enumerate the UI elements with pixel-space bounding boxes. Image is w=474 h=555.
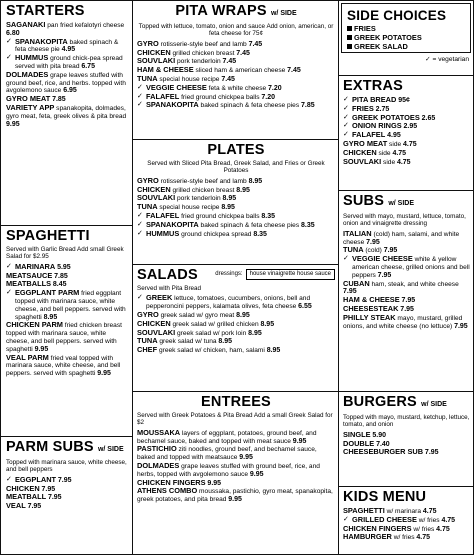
item-name: HUMMUS [146,228,180,238]
item-price: 8.45 [52,281,67,289]
section-description: Topped with marinara sauce, white cheese, and bell peppers [6,459,127,474]
vegetarian-check-icon: ✓ [6,36,12,45]
item-name: SPANAKOPITA [15,36,68,46]
item-price: 7.95 [47,494,62,502]
item-name: CHICKEN FINGERS [137,477,206,487]
item-name: GYRO [137,38,159,48]
item-name: GYRO MEAT [6,94,51,104]
vegetarian-check-icon: ✓ [6,53,12,62]
item-description: grilled chicken breast [170,186,237,194]
item-price: 7.40 [376,440,390,448]
item-price: 7.95 [401,297,416,305]
item-name: HAM & CHEESE [343,295,400,305]
vegetarian-check-icon: ✓ [343,254,349,263]
item-name: GYRO [137,175,159,185]
section-kids-menu [338,486,474,554]
item-name: SOUVLAKI [137,56,176,66]
item-price: 8.95 [222,195,237,203]
item-description: special house recipe [157,204,222,212]
item-description: rotisserie-style beef and lamb [158,40,249,48]
item-price: 7.45 [221,76,235,83]
item-price: 7.45 [236,49,250,57]
item-name: SOUVLAKI [137,193,176,203]
section-title: SIDE CHOICES [347,8,447,23]
section-description: Topped with lettuce, tomato, onion and sauce Add onion, american, or feta cheese for 75¢ [138,23,334,38]
item-name: CHICKEN [343,147,377,157]
section-description: Served with Garlic Bread Add small Greek Salad for $2.95 [6,246,124,261]
item-price: 8.95 [221,204,235,212]
item-list [137,429,335,504]
item-name: PHILLY STEAK [343,312,396,322]
menu-item [6,21,129,38]
item-name: GYRO MEAT [343,138,388,148]
item-price: 7.85 [300,102,315,110]
item-price: 7.95 [424,449,439,457]
item-description: lettuce, tomatoes, cucumbers, onions, bell and pepperoncini peppers, kalamata olives, feta cheese [146,295,311,311]
item-list [343,230,472,331]
item-price: 7.95 [41,485,56,493]
item-name: TUNA [137,336,158,346]
menu-item [343,158,472,167]
item-name: FALAFEL [352,130,386,140]
bullet-square-icon [347,35,352,40]
item-price: 5.95 [57,263,71,271]
section-subs [338,190,474,391]
section-starters [1,1,132,225]
item-price: 4.75 [392,149,407,157]
item-name: CHICKEN PARM [6,320,63,330]
item-price: 7.95 [343,288,357,296]
item-price: 2.75 [375,105,390,113]
item-name: CUBAN [343,278,370,288]
menu-item [137,346,335,355]
item-name: ATHENS COMBO [137,486,198,496]
side-choice-label: GREEK SALAD [354,41,408,51]
item-name: HAM & CHEESE [137,65,194,75]
bullet-square-icon [347,44,352,49]
section-side-choices [338,1,474,75]
item-description: rotisserie-style beef and lamb [158,177,249,185]
item-description: (cold) ham, salami, and white cheese [343,230,460,246]
item-price: 8.95 [266,347,281,355]
item-price: 4.75 [402,140,417,148]
section-title: SPAGHETTI [6,228,90,244]
item-description: feta & white cheese [206,84,269,92]
item-name: SAGANAKI [6,20,46,29]
item-price: 8.95 [218,338,233,346]
item-name: ITALIAN [343,228,372,238]
item-name: DOUBLE [343,438,375,448]
item-price: 7.85 [52,96,66,104]
vegetarian-check-icon: ✓ [137,100,143,109]
item-name: TUNA [343,245,364,255]
vegetarian-check-icon: ✓ [137,91,143,100]
item-name: CHEESESTEAK [343,303,399,313]
item-description: greek salad w/ tuna [157,338,219,346]
item-description: sliced ham & american cheese [193,67,288,75]
item-description: fried ground chickpea balls [179,93,262,101]
item-name: SPAGHETTI [343,506,385,515]
item-list [6,263,129,378]
section-title: PARM SUBS w/ SIDE [6,439,124,455]
section-title: SUBS w/ SIDE [343,193,415,209]
menu-item [137,101,335,110]
item-description: fried veal topped with marinara sauce, white cheese, and bell peppers. served with spaghetti [6,354,121,378]
section-title: BURGERS w/ SIDE [343,394,447,410]
side-choice-item [347,43,465,52]
vegetarian-check-icon: ✓ [343,103,349,112]
menu-item [6,54,129,71]
menu-item [6,354,129,378]
item-name: GYRO [137,310,159,319]
item-description: side [387,140,403,148]
section-burgers [338,391,474,486]
item-name: EGGPLANT PARM [15,288,80,298]
item-name: VEGGIE CHEESE [352,254,413,264]
side-choices-box [341,3,471,53]
item-name: FALAFEL [146,211,180,220]
item-price: 8.35 [300,221,315,229]
item-name: MEATBALL [6,492,47,502]
item-price: 9.95 [228,496,242,504]
menu-item [6,38,129,55]
item-description: layers of eggplant, potatoes, ground beef, and bechamel sauce, baked and topped with meat sauce [137,429,317,445]
item-name: GREEK POTATOES [352,112,420,122]
section-description: Served with Pita Bread [137,285,202,292]
item-price: 2.95 [403,123,418,131]
item-description: ground chickpea spread [179,230,254,238]
section-description: Served with mayo, mustard, lettuce, tomato, onion and vinaigrette dressing [343,213,466,228]
item-name: HUMMUS [15,53,49,63]
menu-item [343,314,472,331]
item-price: 7.95 [383,247,398,255]
item-price: 7.95 [57,476,72,484]
side-choice-label: GREEK POTATOES [354,32,422,42]
item-price: 7.20 [268,84,282,92]
item-description: ham, steak, and white cheese [369,280,459,288]
item-price: 6.95 [63,87,77,95]
bullet-square-icon [347,26,352,31]
item-description: fried ground chickpea balls [179,213,262,220]
item-name: GREEK [146,293,173,303]
dressings-label: dressings: [215,271,243,278]
vegetarian-check-icon: ✓ [343,112,349,121]
item-description: ziti noodles, ground beef, and bechamel sauce, baked and topped with meatsauce [137,446,317,462]
vegetarian-check-icon: ✓ [6,474,12,483]
item-price: 8.95 [260,320,275,328]
item-description: moussaka, pastichio, gyro meat, spanakopita, greek potatoes, and pita bread [137,488,333,504]
item-name: VARIETY APP [6,102,55,112]
item-description: greek salad w/ grilled chicken [170,320,261,328]
item-description: special house recipe [157,76,222,83]
item-description: (cold) [363,247,384,255]
item-list [137,177,335,239]
menu-item [6,71,129,95]
item-description: grape leaves stuffed with ground beef, rice, and herbs, topped with avgolemono sauce [137,463,320,478]
item-price: 4.75 [436,525,450,533]
item-name: HAMBURGER [343,532,392,542]
menu-item [343,280,472,297]
menu-item [6,104,129,128]
item-price: 9.95 [239,454,253,462]
item-price: 8.95 [43,313,58,321]
item-name: ONION RINGS [352,121,402,131]
item-name: PASTICHIO [137,444,177,454]
item-name: CHICKEN FINGERS [343,523,412,533]
vegetarian-check-icon: ✓ [137,228,143,237]
vegetarian-check-icon: ✓ [137,211,143,219]
section-title: PITA WRAPS w/ SIDE [175,3,297,19]
item-name: CHICKEN [137,47,171,57]
section-description: Served with Sliced Pita Bread, Greek Salad, and Fries or Greek Potatoes [147,160,325,175]
section-plates [132,139,338,264]
vegetarian-check-icon: ✓ [137,219,143,228]
vegetarian-check-icon: ✓ [343,121,349,130]
item-description: greek salad w/ gyro meat [158,312,237,319]
menu-item [137,445,335,462]
menu-item [6,502,129,511]
item-price: 9.95 [207,479,222,487]
item-name: VEAL PARM [6,352,49,362]
section-description: Served with Greek Potatoes & Pita Bread Add a small Greek Salad for $2 [137,412,333,427]
item-description: w/ fries [411,525,437,533]
item-price: 8.95 [236,312,250,319]
section-title: EXTRAS [343,78,404,94]
item-list [343,507,472,542]
item-name: DOLMADES [137,461,180,470]
item-name: PITA BREAD [352,95,397,104]
menu-item [137,429,335,446]
menu-column-center [132,1,339,554]
item-name: CHEF [137,345,158,355]
menu-item [343,255,472,279]
item-description: pork tenderloin [175,195,223,203]
item-price: 9.95 [6,120,20,128]
item-description: mayo, mustard, grilled onions, and white cheese (no lettuce) [343,314,463,330]
item-price: 7.95 [400,305,414,313]
item-price: 9.95 [249,470,264,478]
item-price: 9.95 [34,345,49,353]
item-description: fried chicken breast topped with marinara sauce, white cheese, and bell peppers. served with spaghetti [6,322,122,353]
item-name: SOUVLAKI [137,327,176,337]
menu-item [343,533,472,542]
item-price: 4.95 [387,132,401,140]
item-list [343,96,472,166]
vegetarian-check-icon: ✓ [343,130,349,139]
menu-item [343,448,472,457]
menu-item [6,289,129,321]
item-name: EGGPLANT [15,474,57,484]
item-price: 7.85 [54,272,68,280]
item-price: 6.55 [298,303,312,311]
item-description: grilled chicken breast [170,49,237,57]
item-price: 8.35 [253,230,267,238]
menu-item [137,337,335,346]
item-list [137,40,335,110]
item-price: 9.95 [292,437,307,445]
item-name: VEAL [6,501,26,511]
item-name: CHICKEN [137,318,171,328]
section-entrees [132,391,338,554]
item-price: 6.75 [81,62,95,70]
item-name: MEATSAUCE [6,270,53,280]
section-parm-subs [1,436,132,554]
item-description: w/ fries [391,534,417,542]
dressings-options: house vinaigrette house sauce [246,269,335,280]
item-description: white & yellow american cheese, grilled onions and bell peppers [352,256,470,279]
item-price: 4.75 [422,508,437,515]
vegetarian-check-icon: ✓ [343,95,349,103]
section-spaghetti [1,225,132,436]
item-price: 5.90 [372,431,386,439]
item-name: SPANAKOPITA [146,100,199,110]
item-price: 4.95 [61,46,76,54]
item-description: greek salad w/ pork loin [175,329,249,337]
side-choices-list [347,25,465,51]
menu-item [137,294,335,311]
item-price: 7.95 [377,271,392,279]
section-title: SALADS [137,267,198,283]
item-name: FALAFEL [146,91,180,101]
vegetarian-legend: ✓ = vegetarian [425,56,469,64]
item-name: TUNA [137,74,158,83]
menu-item [137,66,335,75]
item-description: pan fried kefalotyri cheese [45,22,125,29]
vegetarian-check-icon: ✓ [6,261,12,270]
item-name: VEGGIE CHEESE [146,82,207,92]
item-price: 8.95 [248,329,262,337]
menu-item [6,321,129,353]
menu-item [137,462,335,479]
item-description: fried eggplant topped with marinara sauce, white cheese, and bell peppers. served with spaghetti [15,290,126,321]
vegetarian-check-icon: ✓ [343,514,349,523]
item-price: 2.65 [421,114,436,122]
item-name: SPANAKOPITA [146,219,199,229]
item-name: SINGLE [343,429,371,439]
item-price: 9.95 [97,370,111,378]
item-price: 8.95 [248,177,263,185]
item-name: MEATBALLS [6,279,52,289]
item-description: ground chick-pea spread served with pita bread [15,55,123,70]
item-list [6,476,129,511]
section-title: ENTREES [201,394,271,410]
vegetarian-check-icon: ✓ [137,293,143,302]
item-name: FRIES [352,103,374,113]
section-title: KIDS MENU [343,489,427,505]
item-description: baked spinach & feta cheese pies [198,221,301,229]
section-title: STARTERS [6,3,85,19]
dressings-note [215,269,335,280]
item-description: baked spinach & feta cheese pies [198,102,301,110]
item-description: spanakopita, dolmades, gyro meat, feta, greek olives & pita bread [6,104,127,120]
item-description: side [381,158,397,166]
item-description: greek salad w/ chicken, ham, salami [157,347,267,355]
menu-item [343,230,472,247]
item-description: grape leaves stuffed with ground beef, rice, and herbs. topped with avgolemono sauce [6,71,126,95]
item-name: CHICKEN [137,184,171,194]
item-price: 7.95 [366,238,380,246]
item-list [343,431,472,457]
item-name: MARINARA [15,261,56,271]
item-price: 8.35 [261,213,275,220]
item-list [6,21,129,128]
item-name: MOUSSAKA [137,427,181,437]
item-price: 7.45 [222,58,237,66]
menu-item [137,194,335,203]
item-name: DOLMADES [6,69,49,79]
side-choice-label: FRIES [354,24,376,33]
item-name: GRILLED CHEESE [352,514,417,524]
item-description: w/ marinara [384,508,423,515]
menu-column-right [338,1,474,554]
menu-column-left [1,1,133,554]
item-price: 8.95 [236,186,250,194]
section-description: Topped with mayo, mustard, ketchup, lettuce, tomato, and onion [343,414,470,429]
item-description: pork tenderloin [175,58,223,66]
item-price: 4.75 [416,534,431,542]
section-title: PLATES [207,142,265,158]
item-price: 95¢ [398,97,410,104]
item-price: 7.45 [248,40,263,48]
item-price: 6.80 [6,29,20,37]
item-name: CHICKEN [6,483,40,493]
section-extras [338,75,474,190]
section-salads [132,264,338,391]
item-price: 7.95 [454,322,468,330]
menu-item [137,329,335,338]
section-pita-wraps [132,1,338,139]
item-description: side [376,149,393,157]
item-price: 4.75 [396,158,411,166]
menu-item [137,230,335,239]
vegetarian-check-icon: ✓ [6,288,12,297]
item-price: 4.75 [441,516,456,524]
item-description: w/ fries [416,516,442,524]
menu-item [137,487,335,504]
item-name: TUNA [137,202,158,212]
item-description: baked spinach & feta cheese pie [15,38,119,54]
item-name: SOUVLAKI [343,156,382,166]
vegetarian-check-icon: ✓ [137,82,143,91]
item-price: 7.95 [27,503,42,511]
item-name: CHEESEBURGER SUB [343,447,424,457]
item-price: 7.45 [287,67,301,75]
item-price: 7.20 [261,93,275,101]
item-list [137,294,335,355]
